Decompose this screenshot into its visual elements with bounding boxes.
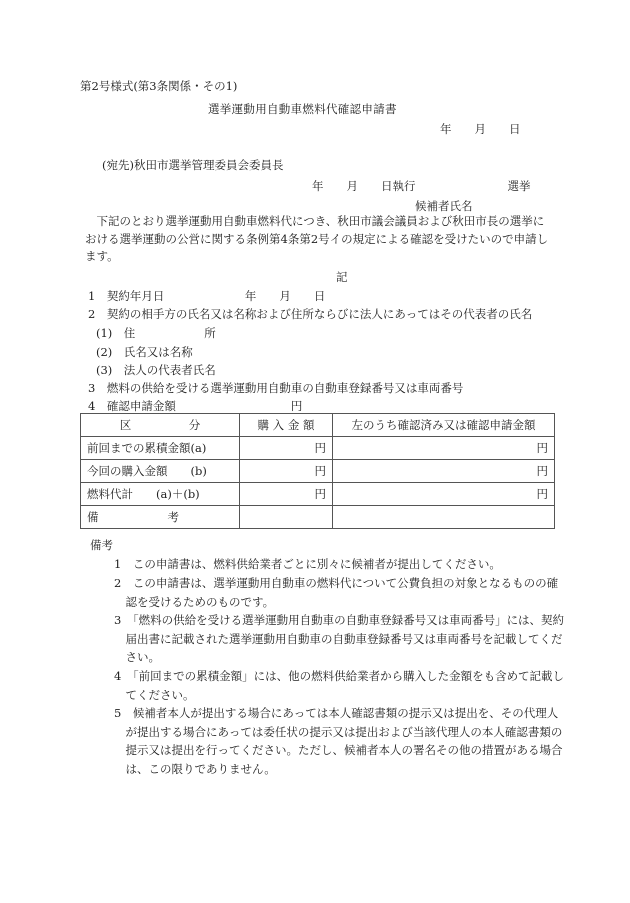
intro-paragraph: 下記のとおり選挙運動用自動車燃料代につき、秋田市議会議員および秋田市長の選挙における選挙運動の公営に関する条例第4条第2号イの規定による確認を受けたいので申請します。 xyxy=(85,214,549,263)
row-amount[interactable]: 円 xyxy=(240,460,333,483)
ki-heading: 記 xyxy=(336,270,348,284)
row-label: 前回までの累積金額(a) xyxy=(81,437,240,460)
election-line: 年 月 日執行 選挙 xyxy=(312,179,531,193)
document-title: 選挙運動用自動車燃料代確認申請書 xyxy=(208,102,397,116)
form-number: 第2号様式(第3条関係・その1) xyxy=(80,79,238,93)
header-purchase-amount: 購 入 金 額 xyxy=(240,414,333,437)
row-label: 備 考 xyxy=(81,506,240,529)
row-confirmed[interactable] xyxy=(333,506,555,529)
table-row xyxy=(81,437,555,460)
row-amount[interactable]: 円 xyxy=(240,483,333,506)
table-row xyxy=(81,483,555,506)
row-confirmed[interactable]: 円 xyxy=(333,460,555,483)
row-confirmed[interactable]: 円 xyxy=(333,483,555,506)
addressee: (宛先)秋田市選挙管理委員会委員長 xyxy=(102,158,284,172)
fuel-amount-table xyxy=(80,413,555,529)
note-item: 2 この申請書は、選挙運動用自動車の燃料代について公費負担の対象となるものの確認を受けるためのものです。 xyxy=(114,576,559,609)
header-confirmed-amount: 左のうち確認済み又は確認申請金額 xyxy=(333,414,555,437)
item-counterparty: 2 契約の相手方の氏名又は名称および住所ならびに法人にあってはその代表者の氏名 xyxy=(88,307,533,321)
header-category: 区 分 xyxy=(81,414,240,437)
row-confirmed[interactable]: 円 xyxy=(333,437,555,460)
item-contract-date: 1 契約年月日 年 月 日 xyxy=(88,289,326,303)
note-item: 3 「燃料の供給を受ける選挙運動用自動車の自動車登録番号又は車両番号」には、契約届出書に記載された選挙運動用自動車の自動車登録番号又は車両番号を記載してください。 xyxy=(114,613,565,665)
note-item: 1 この申請書は、燃料供給業者ごとに別々に候補者が提出してください。 xyxy=(114,557,501,571)
item-sub-name: (2) 氏名又は名称 xyxy=(96,345,193,359)
item-sub-representative: (3) 法人の代表者氏名 xyxy=(96,363,216,377)
row-label: 燃料代計 (a)＋(b) xyxy=(81,483,240,506)
row-amount[interactable] xyxy=(240,506,333,529)
row-label: 今回の購入金額 (b) xyxy=(81,460,240,483)
notes-title: 備考 xyxy=(90,538,113,552)
note-item: 4 「前回までの累積金額」には、他の燃料供給業者から購入した金額をも含めて記載してください。 xyxy=(114,669,565,702)
item-sub-address: (1) 住 所 xyxy=(96,326,216,340)
table-header-row xyxy=(81,414,555,437)
row-amount[interactable]: 円 xyxy=(240,437,333,460)
item-application-amount: 4 確認申請金額 円 xyxy=(88,399,303,413)
table-row xyxy=(81,460,555,483)
candidate-name-label: 候補者氏名 xyxy=(415,199,473,213)
item-vehicle-number: 3 燃料の供給を受ける選挙運動用自動車の自動車登録番号又は車両番号 xyxy=(88,381,464,395)
application-date: 年 月 日 xyxy=(440,122,521,136)
note-item: 5 候補者本人が提出する場合にあっては本人確認書類の提示又は提出を、その代理人が提出する場合にあっては委任状の提示又は提出および当該代理人の本人確認書類の提示又は提出を行ってください。ただし、候補者本人の署名その他の措置がある場合は、この限りでありません。 xyxy=(114,706,563,776)
table-row xyxy=(81,506,555,529)
